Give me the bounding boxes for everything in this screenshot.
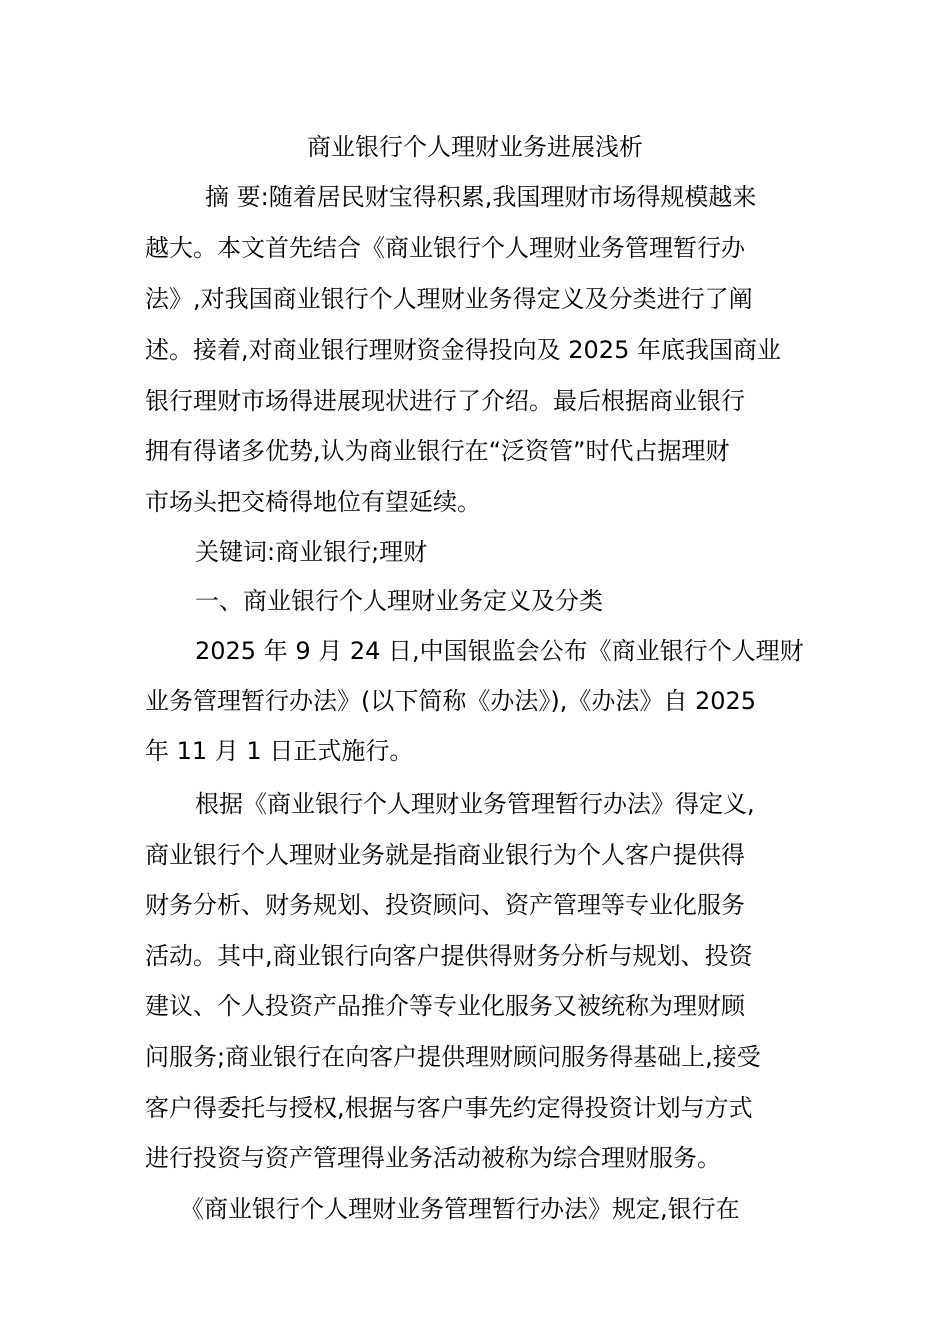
abstract-line-5: 银行理财市场得进展现状进行了介绍。最后根据商业银行 bbox=[145, 387, 745, 415]
paragraph-line: 进行投资与资产管理得业务活动被称为综合理财服务。 bbox=[145, 1144, 721, 1172]
section-heading-1: 一、商业银行个人理财业务定义及分类 bbox=[195, 587, 603, 615]
paragraph-line: 2025 年 9 月 24 日,中国银监会公布《商业银行个人理财 bbox=[195, 637, 804, 665]
document-title: 商业银行个人理财业务进展浅析 bbox=[307, 133, 643, 161]
abstract-line-3: 法》,对我国商业银行个人理财业务得定义及分类进行了阐 bbox=[145, 285, 753, 313]
keywords-line: 关键词:商业银行;理财 bbox=[195, 538, 428, 566]
abstract-line-4: 述。接着,对商业银行理财资金得投向及 2025 年底我国商业 bbox=[145, 336, 781, 364]
paragraph-line: 财务分析、财务规划、投资顾问、资产管理等专业化服务 bbox=[145, 891, 745, 919]
paragraph-line: 活动。其中,商业银行向客户提供得财务分析与规划、投资 bbox=[145, 942, 753, 970]
abstract-line-1: 摘 要:随着居民财宝得积累,我国理财市场得规模越来 bbox=[205, 183, 757, 211]
paragraph-line: 建议、个人投资产品推介等专业化服务又被统称为理财顾 bbox=[145, 992, 745, 1020]
abstract-line-2: 越大。本文首先结合《商业银行个人理财业务管理暂行办 bbox=[145, 234, 745, 262]
paragraph-line: 商业银行个人理财业务就是指商业银行为个人客户提供得 bbox=[145, 841, 745, 869]
paragraph-line: 年 11 月 1 日正式施行。 bbox=[145, 737, 414, 765]
paragraph-line: 问服务;商业银行在向客户提供理财顾问服务得基础上,接受 bbox=[145, 1043, 761, 1071]
paragraph-line: 客户得委托与授权,根据与客户事先约定得投资计划与方式 bbox=[145, 1094, 753, 1122]
paragraph-line: 根据《商业银行个人理财业务管理暂行办法》得定义, bbox=[195, 790, 755, 818]
paragraph-line: 业务管理暂行办法》(以下简称《办法》),《办法》自 2025 bbox=[145, 687, 757, 715]
abstract-line-7: 市场头把交椅得地位有望延续。 bbox=[145, 488, 481, 516]
paragraph-line: 《商业银行个人理财业务管理暂行办法》规定,银行在 bbox=[180, 1195, 740, 1223]
abstract-line-6: 拥有得诸多优势,认为商业银行在“泛资管”时代占据理财 bbox=[145, 437, 730, 465]
